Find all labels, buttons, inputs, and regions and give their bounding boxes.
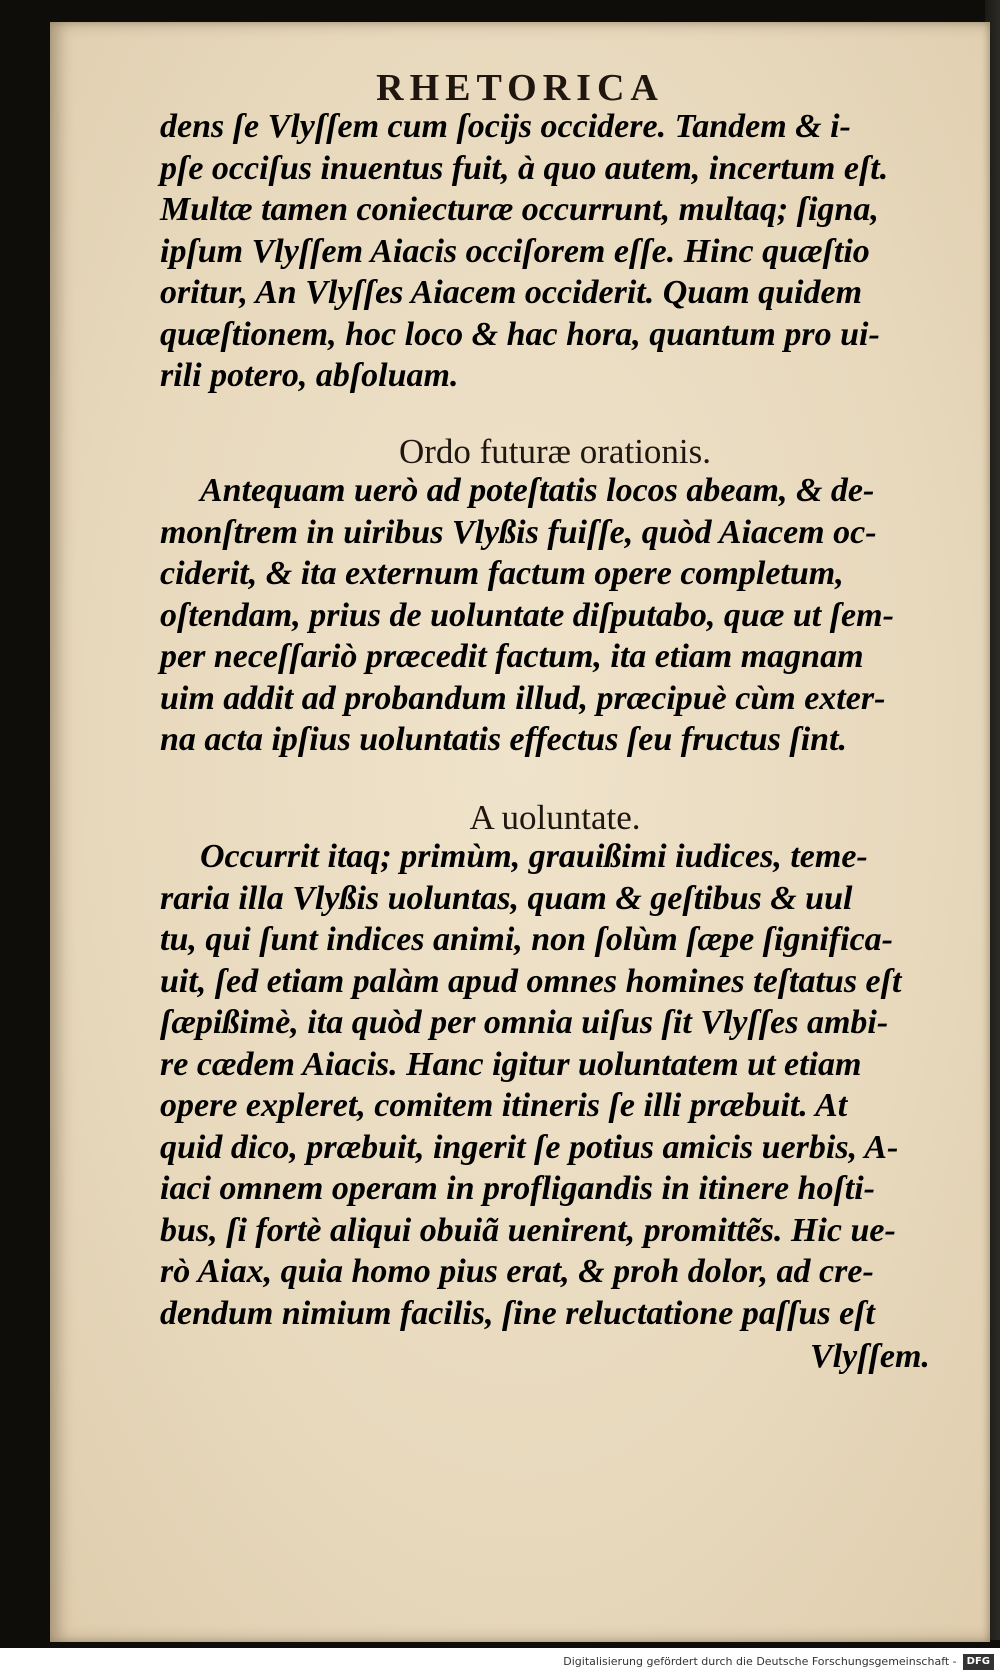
text-line: bus, ſi fortè aliqui obuiã uenirent, promittẽs. Hic ue- [160, 1211, 896, 1249]
text-line: ſæpißimè, ita quòd per omnia uiſus ſit Vlyſſes ambi- [160, 1004, 889, 1041]
footer-bar [0, 1648, 1000, 1676]
text-line: quid dico, præbuit, ingerit ſe potius amicis uerbis, A- [160, 1128, 899, 1166]
text-line: pſe occiſus inuentus fuit, à quo autem, incertum eſt. [160, 149, 889, 187]
text-line: oritur, An Vlyſſes Aiacem occiderit. Quam quidem [160, 274, 863, 311]
text-line: ipſum Vlyſſem Aiacis occiſorem eſſe. Hinc quæſtio [160, 232, 870, 270]
footer-credit: Digitalisierung gefördert durch die Deutsche Forschungsgemeinschaft - [563, 1655, 957, 1668]
text-line: Occurrit itaq; primùm, grauißimi iudices, teme- [200, 838, 868, 875]
text-line: ciderit, & ita externum factum opere completum, [160, 555, 844, 592]
text-line: dens ſe Vlyſſem cum ſocijs occidere. Tandem & i- [160, 108, 851, 145]
catchword: Vlyſſem. [810, 1338, 930, 1375]
text-line: re cædem Aiacis. Hanc igitur uoluntatem ut etiam [160, 1045, 862, 1083]
section-heading: A uoluntate. [469, 798, 641, 837]
section-heading: Ordo futuræ orationis. [398, 432, 712, 471]
text-line: rili potero, abſoluam. [160, 357, 459, 394]
text-line: monſtrem in uiribus Vlyßis fuiſſe, quòd Aiacem oc- [160, 513, 877, 551]
text-line: quæſtionem, hoc loco & hac hora, quantum pro ui- [160, 315, 880, 353]
text-line: Antequam uerò ad poteſtatis locos abeam, & de- [200, 472, 875, 509]
text-line: iaci omnem operam in profligandis in itinere hoſti- [160, 1170, 875, 1207]
text-line: tu, qui ſunt indices animi, non ſolùm ſæpe ſignifica- [160, 921, 893, 958]
text-line: per neceſſariò præcedit factum, ita etiam magnam [160, 638, 864, 675]
running-header: RHETORICA [376, 67, 664, 109]
text-line: na acta ipſius uoluntatis effectus ſeu fructus ſint. [160, 721, 848, 758]
text-line: rò Aiax, quia homo pius erat, & proh dolor, ad cre- [160, 1253, 874, 1290]
text-line: dendum nimium facilis, ſine reluctatione paſſus eſt [160, 1294, 875, 1332]
text-line: opere expleret, comitem itineris ſe illi præbuit. At [160, 1087, 848, 1124]
text-line: Multæ tamen coniecturæ occurrunt, multaq; ſigna, [160, 191, 879, 228]
text-line: oſtendam, prius de uoluntate diſputabo, quæ ut ſem- [160, 596, 894, 634]
text-line: raria illa Vlyßis uoluntas, quam & geſtibus & uul [160, 879, 853, 917]
dfg-logo: DFG [963, 1654, 994, 1670]
text-line: uit, ſed etiam palàm apud omnes homines teſtatus eſt [160, 962, 902, 1000]
text-line: uim addit ad probandum illud, præcipuè cùm exter- [160, 679, 886, 717]
